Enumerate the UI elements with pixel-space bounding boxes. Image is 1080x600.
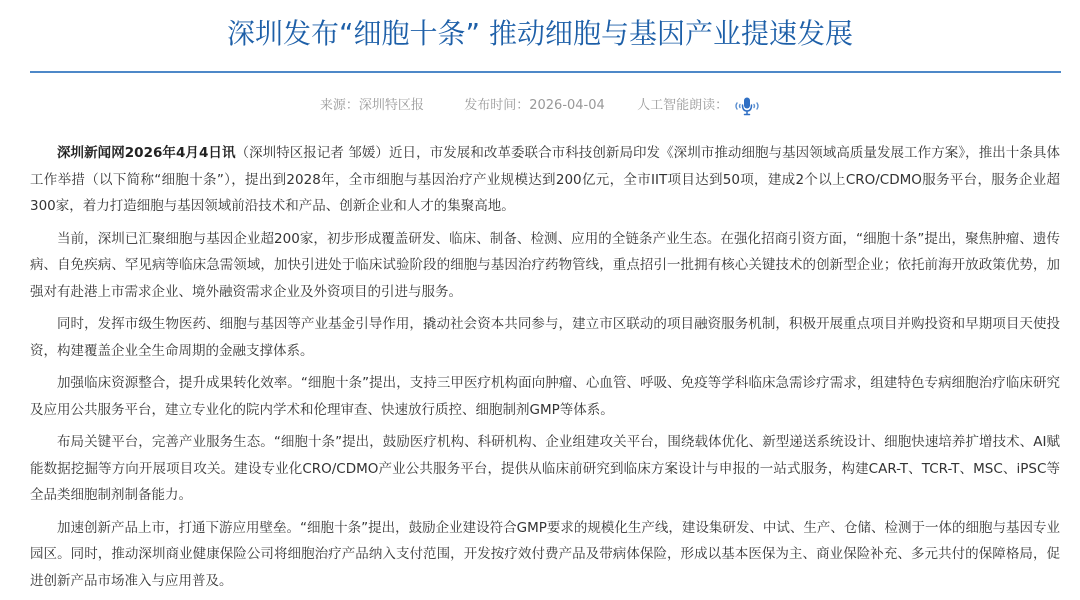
- lead-paragraph: [30, 140, 1060, 220]
- article-meta: [0, 95, 1080, 118]
- article-body: [30, 140, 1060, 600]
- source-label: 来源：: [319, 98, 359, 113]
- body-paragraph: 布局关键平台，完善产业服务生态。“细胞十条”提出，鼓励医疗机构、科研机构、企业组建攻关平台，围绕载体优化、新型递送系统设计、细胞快速培养扩增技术、AI赋能数据挖掘等方向开展项目攻关。建设专业化CRO/CDMO产业公共服务平台，提供从临床前研究到临床方案设计与申报的一站式服务，构建CAR-T、TCR-T、MSC、iPSC等全品类细胞制剂制备能力。: [30, 434, 1060, 503]
- body-paragraph: 加强临床资源整合，提升成果转化效率。“细胞十条”提出，支持三甲医疗机构面向肿瘤、心血管、呼吸、免疫等学科临床急需诊疗需求，组建特色专病细胞治疗临床研究及应用公共服务平台，建立专业化的院内学术和伦理审查、快速放行质控、细胞制剂GMP等体系。: [30, 375, 1060, 418]
- body-paragraph: 当前，深圳已汇聚细胞与基因企业超200家，初步形成覆盖研发、临床、制备、检测、应用的全链条产业生态。在强化招商引资方面，“细胞十条”提出，聚焦肿瘤、遗传病、自免疾病、罕见病等临床急需领域，加快引进处于临床试验阶段的细胞与基因治疗药物管线，重点招引一批拥有核心关键技术的创新型企业；依托前海开放政策优势，加强对有赴港上市需求企业、境外融资需求企业及外资项目的引进与服务。: [30, 230, 1060, 300]
- lead-text: （深圳特区报记者 邹媛）近日，市发展和改革委联合市科技创新局印发《深圳市推动细胞与基因领域高质量发展工作方案》，推出十条具体工作举措（以下简称“细胞十条”），提出到2028年，全市细胞与基因治疗产业规模达到200亿元，全市IIT项目达到50项，建成2个以上CRO/CDMO服务平台，服务企业超300家，着力打造细胞与基因领域前沿技术和产品、创新企业和人才的集聚高地。: [30, 145, 1060, 214]
- microphone-speaker-icon[interactable]: [734, 95, 760, 117]
- date-value: 2026-04-04: [529, 98, 605, 113]
- date-label: 发布时间：: [464, 98, 530, 113]
- dateline: 深圳新闻网2026年4月4日讯: [57, 145, 236, 161]
- body-paragraph: 同时，发挥市级生物医药、细胞与基因等产业基金引导作用，撬动社会资本共同参与，建立市区联动的项目融资服务机制，积极开展重点项目并购投资和早期项目天使投资，构建覆盖企业全生命周期的金融支撑体系。: [30, 316, 1060, 359]
- title-divider: [30, 71, 1061, 73]
- tts-label: 人工智能朗读：: [637, 98, 729, 113]
- body-paragraph: 加速创新产品上市，打通下游应用壁垒。“细胞十条”提出，鼓励企业建设符合GMP要求的规模化生产线，建设集研发、中试、生产、仓储、检测于一体的细胞与基因专业园区。同时，推动深圳商业健康保险公司将细胞治疗产品纳入支付范围，开发按疗效付费产品及带病体保险，形成以基本医保为主、商业保险补充、多元共付的保障格局，促进创新产品市场准入与应用普及。: [30, 519, 1060, 589]
- source-value: 深圳特区报: [358, 98, 424, 113]
- article-title: 深圳发布“细胞十条” 推动细胞与基因产业提速发展: [227, 17, 853, 50]
